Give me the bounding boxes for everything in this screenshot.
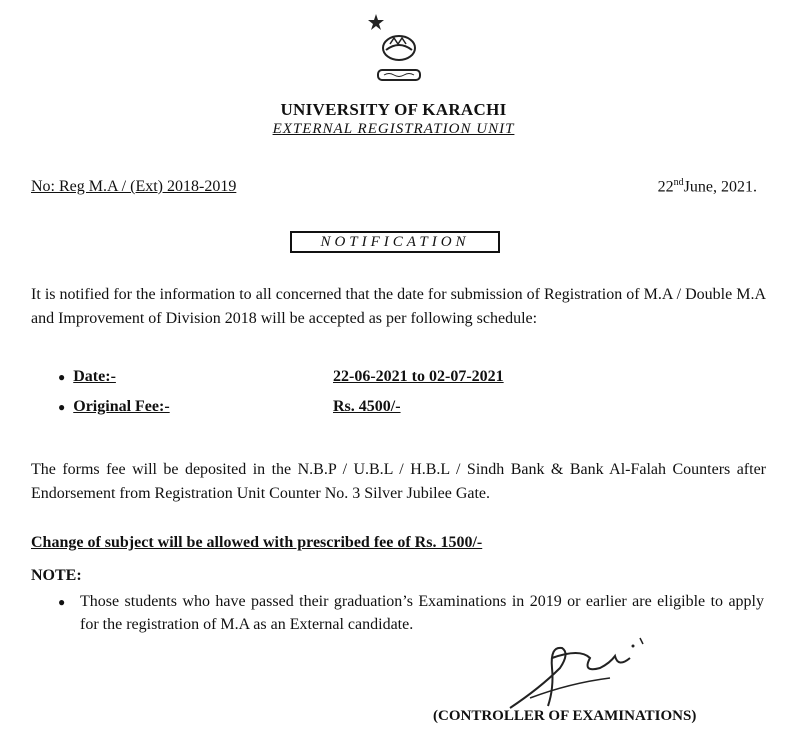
university-crest-icon: [364, 10, 434, 90]
intro-paragraph: It is notified for the information to all concerned that the date for submission of Registration of M.A / Double M.A and Improvement of Division 2018 will be accepted as per following schedule:: [31, 286, 766, 327]
notification-title: NOTIFICATION: [290, 231, 500, 253]
bullet-icon: ●: [58, 595, 66, 609]
bullet-icon: ●: [58, 370, 66, 384]
university-name: UNIVERSITY OF KARACHI: [280, 100, 507, 119]
schedule-fee-label: ● Original Fee:-: [58, 398, 170, 415]
schedule-fee-value: Rs. 4500/-: [333, 398, 401, 415]
schedule-date-label: ● Date:-: [58, 368, 116, 385]
change-of-subject-notice: Change of subject will be allowed with prescribed fee of Rs. 1500/-: [31, 534, 483, 551]
signature-icon: [490, 628, 680, 718]
unit-name: EXTERNAL REGISTRATION UNIT: [272, 121, 515, 137]
schedule-date-value: 22-06-2021 to 02-07-2021: [333, 368, 504, 385]
controller-title: (CONTROLLER OF EXAMINATIONS): [433, 708, 697, 724]
notice-date: 22ndJune, 2021.: [657, 177, 757, 196]
reference-number: No: Reg M.A / (Ext) 2018-2019: [31, 178, 237, 195]
note-heading: NOTE:: [31, 567, 82, 584]
fee-paragraph: The forms fee will be deposited in the N.B.P / U.B.L / H.B.L / Sindh Bank & Bank Al-Falah Counters after Endorsement from Registration Unit Counter No. 3 Silver Jubilee Gate.: [31, 461, 766, 502]
note-item: ● Those students who have passed their graduation’s Examinations in 2019 or earlier are eligible to apply for the registration of M.A as an External candidate.: [58, 593, 764, 633]
bullet-icon: ●: [58, 400, 66, 414]
